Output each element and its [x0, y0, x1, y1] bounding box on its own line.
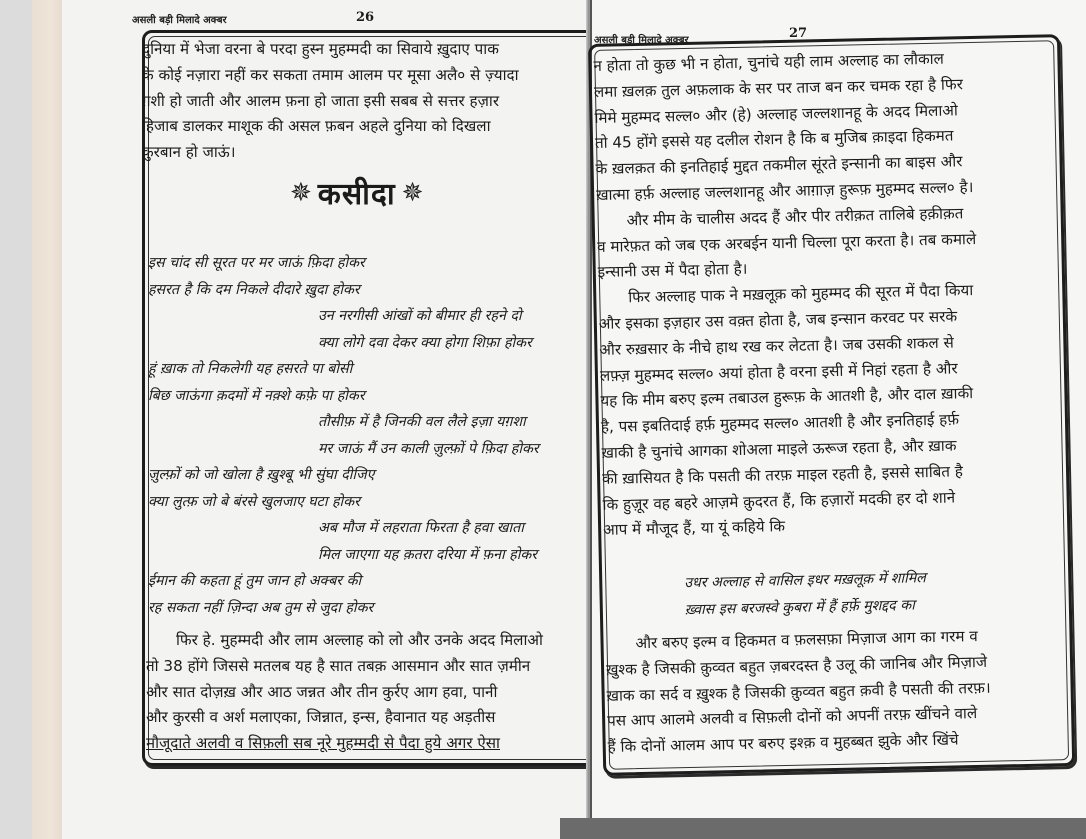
text-line: और रुख़सार के नीचे हाथ रख कर लेटता है। जब उसकी शकल से [599, 333, 954, 359]
page-stack-edge [0, 0, 32, 839]
paragraph-1 [593, 44, 1065, 544]
verse-line: ख़्वास इस बरजस्वे कुबरा में हैं हर्फ़े मुशद्दद का [684, 596, 915, 618]
right-page [590, 0, 1086, 820]
text-line: कि हुज़ूर वह बहरे आज़मे क़ुदरत हैं, कि हज़ारों मदकी हर दो शाने [602, 488, 956, 514]
verse-line: क्या लोगे दवा देकर क्या होगा शिफ़ा होकर [318, 334, 532, 351]
text-line: ख़ुश्क है जिसकी क़ुव्वत बहुत ज़बरदस्त है उलू की जानिब और मिज़ाजे [605, 652, 988, 679]
verse-line: उधर अल्लाह से वासिल इधर मख़लूक़ में शामिल [684, 570, 927, 592]
text-line: और इसका इज़हार उस वक़्त होता है, जब इन्सान करवट पर सरके [598, 307, 958, 333]
text-line: है, पस इबतिदाई हर्फ़ मुहम्मद सल्ल० आतशी है और इनतिहाई हर्फ़ [600, 410, 960, 437]
text-line: फिर हे. मुहम्मदी और लाम अल्लाह को लो और उनके अदद मिलाओ [176, 631, 543, 649]
text-line: तो 38 होंगे जिससे मतलब यह है सात तबक़ आसमान और सात ज़मीन [146, 656, 531, 675]
text-line: के कोई नज़ारा नहीं कर सकता तमाम आलम पर मूसा अलै० से ज़्यादा [142, 65, 519, 84]
verse-line: हसरत है कि दम निकले दीदारे ख़ुदा होकर [148, 281, 360, 298]
text-line: दुनिया में भेजा वरना बे परदा हुस्न मुहम्मदी का सिवाये ख़ुदाए पाक [142, 40, 499, 58]
book-cover-edge [32, 0, 62, 839]
flower-ornament-icon: ✵ [401, 177, 424, 208]
text-line: ग़शी हो जाती और आलम फ़ना हो जाता इसी सबब से सत्तर हज़ार [142, 91, 500, 110]
flower-ornament-icon: ✵ [290, 177, 312, 208]
running-head-left: असली बड़ी मिलादे अक्बर [132, 15, 227, 26]
text-line: इन्सानी उस में पैदा होता है। [597, 260, 748, 282]
verse-line: अब मौज में लहराता फिरता है हवा खाता [318, 520, 524, 536]
text-line: और मीम के चालीस अदद हैं और पीर तरीक़त तालिबे हक़ीक़त [626, 204, 964, 230]
closing-paragraph [146, 628, 590, 757]
verse-line: मर जाऊं मैं उन काली ज़ुल्फ़ों पे फ़िदा होकर [318, 440, 539, 457]
text-line: लफ़्ज़ मुहम्मद सल्ल० अयां होता है वरना इसी में निहां रहता है और [599, 358, 958, 385]
verse-line: क्या लुत्फ़ जो बे बंरसे खुलजाए घटा होकर [148, 493, 360, 510]
text-line: मौजूदाते अलवी व सिफ़ली सब नूरे मुहम्मदी से पैदा हुये अगर ऐसा [146, 734, 500, 753]
verse-line: तौसीफ़ में है जिनकी वल लैले इज़ा यग़शा [318, 414, 526, 430]
text-line: की ख़ासियत है कि पसती की तरफ़ माइल रहती है, इससे साबित है [601, 462, 964, 488]
text-line: हिजाब डालकर माशूक की असल फ़बन अहले दुनिया को दिखला [142, 117, 491, 136]
verse-line: ज़ुल्फ़ों को जो खोला है ख़ुश्बू भी सुंघा दीजिए [148, 467, 375, 483]
text-line: ख़ाकी है चुनांचे आगका शोअला माइले ऊरूज रहता है, और ख़ाक [601, 436, 957, 462]
text-line: ख़ाक का सर्द व ख़ुश्क है जिसकी क़ुव्वत बहुत क़वी है पसती की तरफ़। [606, 678, 991, 705]
page-number-left: 26 [356, 10, 375, 25]
section-title: कसीदा [317, 177, 396, 212]
paragraph-4 [605, 622, 1070, 761]
verse-line: इस चांद सी सूरत पर मर जाऊं फ़िदा होकर [148, 255, 365, 271]
text-line: यह कि मीम बरुए इल्म तबाउल हुरूफ़ के आतशी है, और दाल ख़ाकी [600, 384, 974, 411]
text-line: आप में मौजूद हैं, या यूं कहिये कि [602, 517, 786, 540]
verse-line: हूं ख़ाक तो निकलेगी यह हसरते पा बोसी [148, 361, 353, 377]
text-line: लमा ख़लक़ तुल अफ़लाक के सर पर ताज बन कर चमक रहा है फिर [593, 75, 963, 101]
verse-line: उन नरगीसी आंखों को बीमार ही रहने दो [318, 308, 522, 324]
text-line: तो 45 होंगे इससे यह दलील रोशन है कि ब मुजिब क़ाइदा हिकमत [594, 126, 954, 153]
intro-paragraph [142, 37, 590, 166]
verse-line: ईमान की कहता हूं तुम जान हो अक्बर की [148, 573, 362, 589]
right-page-content [592, 0, 1086, 820]
text-line: और बरुए इल्म व हिकमत व फ़लसफ़ा मिज़ाज आग का गरम व [635, 627, 978, 653]
section-heading [290, 172, 423, 213]
text-line: ख़ात्मा हर्फ़ अल्लाह जल्लशानहू और आग़ाज़ हुरूफ़ मुहम्मद सल्ल० है। [595, 178, 974, 204]
running-head-right: असली बड़ी मिलादे अक्बर [594, 35, 689, 46]
page-number-right: 27 [789, 26, 808, 41]
verse-line: रह सकता नहीं ज़िन्दा अब तुम से जुदा होकर [148, 599, 374, 616]
text-line: और सात दोज़ख़ और आठ जन्नत और तीन कुर्रए आग हवा, पानी [146, 682, 498, 701]
text-line: फिर अल्लाह पाक ने मख़लूक़ को मुहम्मद की सूरत में पैदा किया [628, 281, 974, 307]
text-line: मिमे मुहम्मद सल्ल० और (हे) अल्लाह जल्लशानहू के अदद मिलाओ [594, 100, 959, 127]
text-line: और कुरसी व अर्श मलाएका, जिन्नात, इन्स, हैवानात यह अड़तीस [146, 708, 496, 727]
text-line: के ख़लक़त की इनतिहाई मुद्दत तकमील सूंरते इन्सानी का बाइस और [595, 152, 963, 179]
text-line: व मारेफ़त को जब एक अरबईन यानी चिल्ला पूरा करता है। तब कमाले [596, 229, 977, 256]
couplet [684, 565, 927, 623]
text-line: हैं कि दोनों आलम आप पर बरुए इश्क़ व मुहब्बत झुके और खिंचे [607, 730, 959, 757]
qasida-verses [148, 250, 590, 621]
text-line: क़ुरबान हो जाऊं। [142, 143, 236, 162]
verse-line: मिल जाएगा यह क़तरा दरिया में फ़ना होकर [318, 546, 538, 563]
text-line: पस आप आलमे अलवी व सिफ़ली दोनों को अपनीं तरफ़ खींचने वाले [606, 704, 978, 731]
verse-line: बिछ जाऊंगा क़दमों में नक़्शे कफ़े पा होकर [148, 387, 365, 404]
scan-shadow [560, 818, 1086, 839]
left-page [62, 0, 590, 839]
text-line: न होता तो कुछ भी न होता, चुनांचे यही लाम अल्लाह का लौकाल [593, 49, 945, 75]
